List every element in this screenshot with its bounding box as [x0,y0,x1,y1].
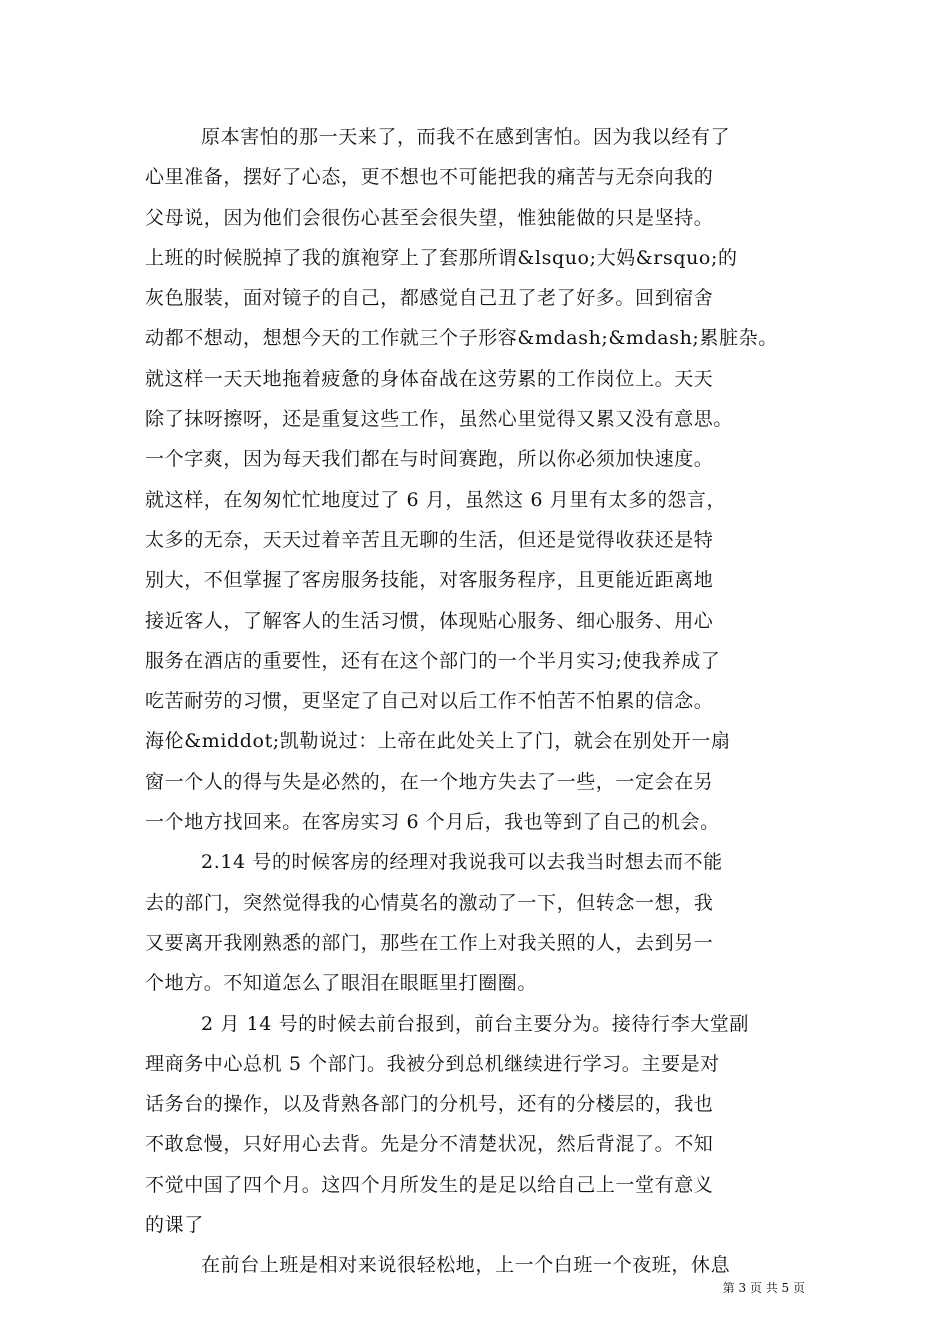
paragraph-2 [145,842,825,1003]
text-line: 的课了 [145,1214,204,1237]
text-line: 一个字爽，因为每天我们都在与时间赛跑，所以你必须加快速度。 [145,448,714,471]
text-line: 窗一个人的得与失是必然的，在一个地方失去了一些，一定会在另 [145,770,714,793]
text-line: 一个地方找回来。在客房实习 6 个月后，我也等到了自己的机会。 [145,811,720,834]
text-line: 就这样，在匆匆忙忙地度过了 6 月，虽然这 6 月里有太多的怨言， [145,488,727,511]
text-line: 2 月 14 号的时候去前台报到，前台主要分为。接待行李大堂副 [201,1012,749,1035]
text-line: 又要离开我刚熟悉的部门，那些在工作上对我关照的人，去到另一 [145,931,714,954]
text-line: 话务台的操作，以及背熟各部门的分机号，还有的分楼层的，我也 [145,1093,714,1116]
paragraph-1 [145,117,825,842]
text-line: 2.14 号的时候客房的经理对我说我可以去我当时想去而不能 [201,851,723,874]
text-line: 吃苦耐劳的习惯，更坚定了自己对以后工作不怕苦不怕累的信念。 [145,690,714,713]
body-text [145,117,825,1286]
text-line: 父母说，因为他们会很伤心甚至会很失望，惟独能做的只是坚持。 [145,206,714,229]
text-line: 个地方。不知道怎么了眼泪在眼眶里打圈圈。 [145,972,538,995]
text-line: 理商务中心总机 5 个部门。我被分到总机继续进行学习。主要是对 [145,1052,720,1075]
text-line: 心里准备，摆好了心态，更不想也不可能把我的痛苦与无奈向我的 [145,166,714,189]
page-number-footer: 第 3 页 共 5 页 [722,1281,805,1295]
text-line: 除了抹呀擦呀，还是重复这些工作，虽然心里觉得又累又没有意思。 [145,408,734,431]
text-line: 别大，不但掌握了客房服务技能，对客服务程序，且更能近距离地 [145,569,714,592]
text-line: 上班的时候脱掉了我的旗袍穿上了套那所谓&lsquo;大妈&rsquo;的 [145,246,738,269]
text-line: 接近客人，了解客人的生活习惯，体现贴心服务、细心服务、用心 [145,609,714,632]
text-line: 太多的无奈，天天过着辛苦且无聊的生活，但还是觉得收获还是特 [145,528,714,551]
text-line: 不觉中国了四个月。这四个月所发生的是足以给自己上一堂有意义 [145,1173,714,1196]
text-line: 灰色服装，面对镜子的自己，都感觉自己丑了老了好多。回到宿舍 [145,287,714,310]
paragraph-3 [145,1004,825,1246]
text-line: 去的部门，突然觉得我的心情莫名的激动了一下，但转念一想，我 [145,891,714,914]
text-line: 海伦&middot;凯勒说过：上帝在此处关上了门，就会在别处开一扇 [145,730,731,753]
text-line: 动都不想动，想想今天的工作就三个子形容&mdash;&mdash;累脏杂。 [145,327,778,350]
text-line: 不敢怠慢，只好用心去背。先是分不清楚状况，然后背混了。不知 [145,1133,714,1156]
text-line: 服务在酒店的重要性，还有在这个部门的一个半月实习;使我养成了 [145,649,721,672]
text-line: 原本害怕的那一天来了，而我不在感到害怕。因为我以经有了 [201,126,731,148]
text-line: 在前台上班是相对来说很轻松地，上一个白班一个夜班，休息 [201,1254,731,1277]
text-line: 就这样一天天地拖着疲惫的身体奋战在这劳累的工作岗位上。天天 [145,367,714,390]
